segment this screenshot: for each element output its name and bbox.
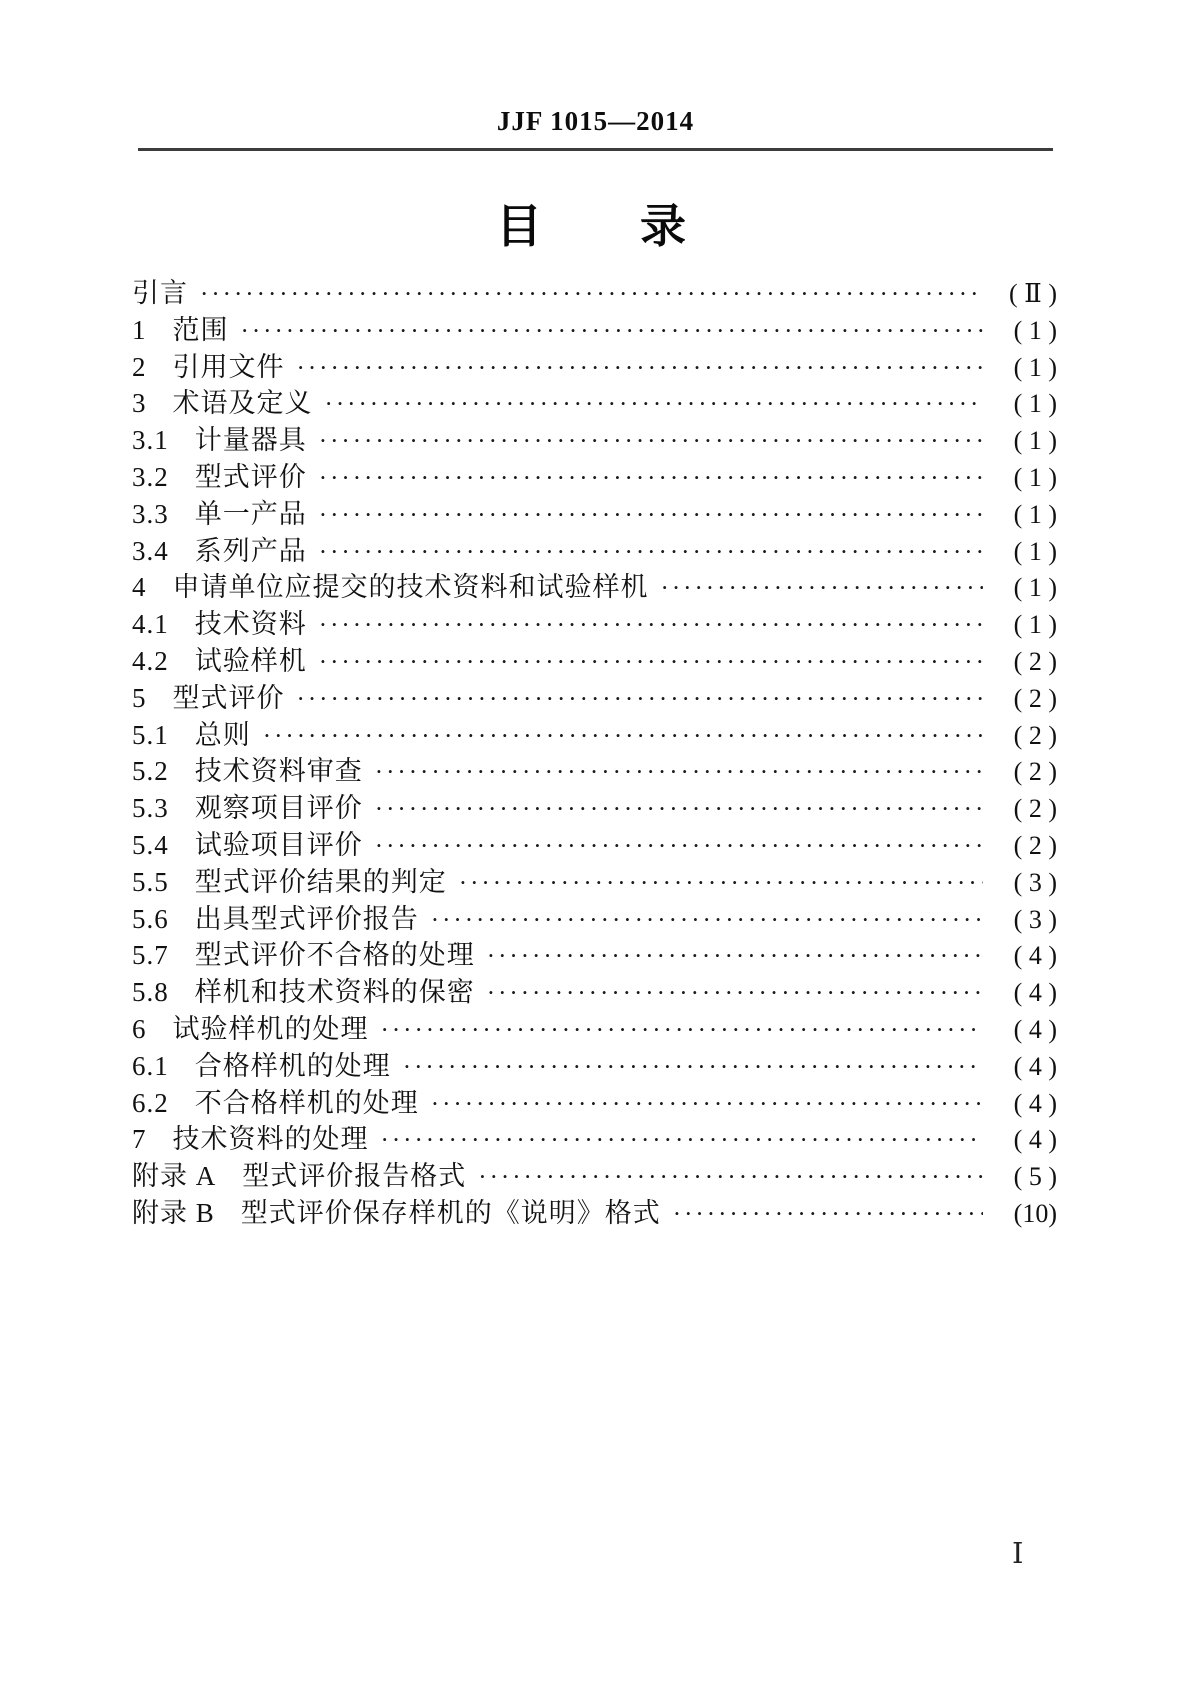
toc-entry-page: ( 2 ) [1013,757,1057,787]
toc-entry-number: 5.4 [132,829,169,860]
toc-entry-page: ( 1 ) [1013,536,1057,566]
toc-entry-page: ( 3 ) [1013,867,1057,897]
dot-leader [319,535,983,572]
dot-leader [487,976,983,1013]
toc-entry-number: 5 [132,682,147,713]
dot-leader [375,755,983,792]
toc-entry-page: ( 4 ) [1013,978,1057,1008]
toc-entry-title: 试验项目评价 [194,829,363,860]
toc-entry-number: 5.8 [132,977,169,1008]
toc-row [132,1048,1057,1085]
toc-entry-number: 4.1 [132,609,169,640]
toc-entry-page: ( 3 ) [1013,904,1057,934]
toc-entry-number: 3 [132,388,147,419]
toc-entry-page: ( 4 ) [1013,1051,1057,1081]
toc-row [132,349,1057,386]
toc-entry-title: 观察项目评价 [194,793,363,824]
dot-leader [431,1087,983,1124]
dot-leader [478,1160,983,1197]
toc-entry-number: 附录 B [132,1197,215,1228]
toc-row [132,753,1057,790]
toc-entry-number: 3.1 [132,425,169,456]
toc-entry-title: 型式评价报告格式 [242,1161,467,1192]
toc-row [132,1195,1057,1232]
toc-entry-title: 系列产品 [194,535,307,566]
table-of-contents [132,275,1057,1232]
toc-entry-title: 范围 [172,314,229,345]
toc-entry-title: 试验样机 [194,645,307,676]
dot-leader [297,682,984,719]
toc-entry-page: ( 2 ) [1013,794,1057,824]
toc-entry-number: 3.4 [132,535,169,566]
toc-entry-page: ( 1 ) [1013,352,1057,382]
toc-entry-title: 型式评价保存样机的《说明》格式 [240,1197,661,1228]
toc-entry-page: ( 1 ) [1013,462,1057,492]
toc-entry-number: 1 [132,314,147,345]
toc-entry-page: ( 2 ) [1013,830,1057,860]
toc-row [132,422,1057,459]
toc-entry-number: 7 [132,1124,147,1155]
toc-entry-title: 合格样机的处理 [194,1050,391,1081]
dot-leader [459,866,983,903]
toc-row [132,901,1057,938]
dot-leader [325,387,984,424]
toc-row [132,1085,1057,1122]
dot-leader [375,829,983,866]
toc-row [132,680,1057,717]
toc-entry-page: ( 1 ) [1013,426,1057,456]
toc-entry-number: 5.7 [132,940,169,971]
toc-entry-title: 型式评价结果的判定 [194,866,447,897]
toc-entry-title: 单一产品 [194,498,307,529]
toc-entry-number: 5.2 [132,756,169,787]
toc-entry-title: 出具型式评价报告 [194,903,419,934]
toc-entry-title: 样机和技术资料的保密 [194,977,475,1008]
dot-leader [241,314,984,351]
toc-entry-number: 4.2 [132,645,169,676]
dot-leader [381,1123,984,1160]
document-standard-code: JJF 1015—2014 [496,106,695,136]
toc-entry-page: ( 1 ) [1013,315,1057,345]
toc-entry-title: 总则 [194,719,251,750]
toc-entry-page: ( 1 ) [1013,389,1057,419]
toc-entry-number: 附录 A [132,1161,217,1192]
toc-row [132,312,1057,349]
toc-entry-number: 5.5 [132,866,169,897]
toc-entry-title: 术语及定义 [172,388,313,419]
dot-leader [319,645,983,682]
toc-entry-page: ( 5 ) [1013,1162,1057,1192]
page-folio-number: Ⅰ [1012,1538,1024,1570]
toc-row [132,275,1057,312]
dot-leader [487,939,983,976]
page-title: 目 录 [496,200,688,252]
dot-leader [661,571,984,608]
toc-entry-number: 4 [132,572,147,603]
toc-entry-number: 2 [132,351,147,382]
toc-entry-page: ( Ⅱ ) [1009,279,1057,308]
toc-row [132,569,1057,606]
toc-entry-title: 引用文件 [172,351,285,382]
toc-entry-number: 3.2 [132,461,169,492]
dot-leader [431,903,983,940]
dot-leader [375,792,983,829]
toc-row [132,606,1057,643]
toc-entry-title: 试验样机的处理 [172,1013,369,1044]
toc-entry-page: ( 2 ) [1013,720,1057,750]
toc-entry-number: 6.2 [132,1087,169,1118]
toc-entry-page: ( 4 ) [1013,941,1057,971]
toc-row [132,533,1057,570]
toc-entry-page: ( 2 ) [1013,683,1057,713]
dot-leader [403,1050,983,1087]
toc-entry-title: 引言 [132,278,188,308]
dot-leader [297,351,984,388]
header-rule [138,148,1053,151]
toc-entry-title: 型式评价 [194,461,307,492]
toc-entry-page: ( 4 ) [1013,1088,1057,1118]
dot-leader [319,498,983,535]
toc-entry-page: ( 4 ) [1013,1014,1057,1044]
toc-row [132,717,1057,754]
toc-entry-number: 6.1 [132,1050,169,1081]
toc-entry-title: 技术资料的处理 [172,1124,369,1155]
toc-entry-number: 5.3 [132,793,169,824]
toc-entry-page: ( 1 ) [1013,610,1057,640]
toc-entry-number: 5.6 [132,903,169,934]
toc-entry-page: ( 2 ) [1013,646,1057,676]
toc-entry-title: 型式评价 [172,682,285,713]
toc-entry-title: 计量器具 [194,425,307,456]
dot-leader [319,424,983,461]
toc-entry-page: ( 1 ) [1013,499,1057,529]
dot-leader [200,277,983,314]
toc-row [132,827,1057,864]
toc-row [132,790,1057,827]
toc-entry-number: 3.3 [132,498,169,529]
toc-entry-title: 不合格样机的处理 [194,1087,419,1118]
toc-row [132,1011,1057,1048]
toc-entry-title: 型式评价不合格的处理 [194,940,475,971]
toc-row [132,864,1057,901]
dot-leader [319,608,983,645]
toc-row [132,974,1057,1011]
toc-entry-title: 技术资料审查 [194,756,363,787]
toc-entry-page: ( 4 ) [1013,1125,1057,1155]
toc-row [132,1121,1057,1158]
dot-leader [263,719,983,756]
toc-entry-title: 技术资料 [194,609,307,640]
toc-entry-title: 申请单位应提交的技术资料和试验样机 [172,572,649,603]
toc-row [132,496,1057,533]
toc-row [132,459,1057,496]
toc-entry-page: (10) [1013,1198,1057,1228]
toc-row [132,385,1057,422]
toc-row [132,643,1057,680]
dot-leader [381,1013,984,1050]
toc-entry-number: 5.1 [132,719,169,750]
toc-entry-number: 6 [132,1013,147,1044]
toc-entry-page: ( 1 ) [1013,573,1057,603]
dot-leader [673,1197,983,1234]
toc-row [132,1158,1057,1195]
toc-row [132,937,1057,974]
dot-leader [319,461,983,498]
